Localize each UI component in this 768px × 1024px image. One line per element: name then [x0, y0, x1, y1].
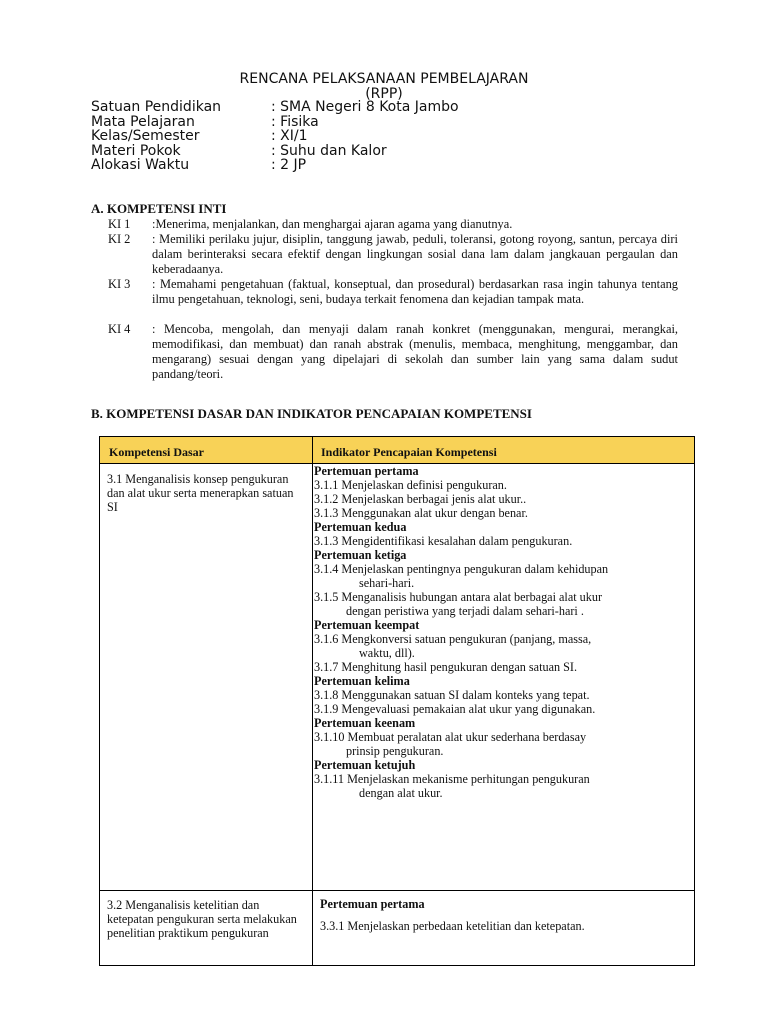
- indicator-line: 3.1.11 Menjelaskan mekanisme perhitungan pengukuran: [314, 772, 590, 786]
- kd-cell: 3.1 Menganalisis konsep pengukuran dan alat ukur serta menerapkan satuan SI: [99, 463, 313, 891]
- meeting-label: Pertemuan ketujuh: [314, 758, 416, 772]
- table-header-indicator: Indikator Pencapaian Kompetensi: [312, 436, 695, 464]
- table-header-kd: Kompetensi Dasar: [99, 436, 313, 464]
- meeting-label: Pertemuan keenam: [314, 716, 416, 730]
- identity-value: : Fisika: [271, 113, 319, 130]
- indicator-cell: [312, 890, 695, 966]
- identity-label: Alokasi Waktu: [91, 157, 190, 173]
- ki-code: KI 2: [108, 232, 131, 246]
- document-subtitle: (RPP): [365, 86, 403, 102]
- identity-label: Satuan Pendidikan: [91, 99, 222, 115]
- ki-item: [108, 232, 678, 277]
- identity-label: Kelas/Semester: [91, 128, 200, 144]
- ki-item: [108, 217, 678, 232]
- ki-text: : Memiliki perilaku jujur, disiplin, tanggung jawab, peduli, toleransi, gotong royong, santun, percaya diri dalam berinteraksi secara efektif dengan lingkungan sosial dana lam dalam jangkauan pergaulan dan keberadaanya.: [152, 232, 678, 276]
- ki-item: [108, 322, 678, 382]
- ki-text: :Menerima, menjalankan, dan menghargai ajaran agama yang dianutnya.: [152, 217, 513, 231]
- meeting-label: Pertemuan kelima: [314, 674, 410, 688]
- meeting-label: Pertemuan pertama: [320, 897, 425, 911]
- indicator-line: 3.1.1 Menjelaskan definisi pengukuran.: [314, 478, 507, 492]
- identity-value: : SMA Negeri 8 Kota Jambo: [271, 99, 459, 115]
- ki-item: [108, 277, 678, 307]
- indicator-line: 3.1.3 Menggunakan alat ukur dengan benar.: [314, 506, 528, 520]
- indicator-line: 3.1.2 Menjelaskan berbagai jenis alat ukur..: [314, 492, 527, 506]
- indicator-line: 3.1.10 Membuat peralatan alat ukur sederhana berdasay: [314, 730, 587, 744]
- indicator-line: 3.1.8 Menggunakan satuan SI dalam konteks yang tepat.: [314, 688, 590, 702]
- indicator-line: 3.1.9 Mengevaluasi pemakaian alat ukur yang digunakan.: [314, 702, 596, 716]
- document-title: RENCANA PELAKSANAAN PEMBELAJARAN: [239, 71, 529, 87]
- ki-code: KI 1: [108, 217, 131, 231]
- ki-code: KI 3: [108, 277, 131, 291]
- ki-text: : Mencoba, mengolah, dan menyaji dalam ranah konkret (menggunakan, mengurai, merangkai, memodifikasi, dan membuat) dan ranah abstrak (menulis, membaca, menghitung, menggambar, dan mengarang) sesuai dengan yang dipelajari di sekolah dan sumber lain yang sama dalam sudut pandang/teori.: [152, 322, 678, 381]
- identity-value: : Suhu dan Kalor: [271, 142, 387, 159]
- kd-cell: 3.2 Menganalisis ketelitian dan ketepatan pengukuran serta melakukan penelitian praktikum pengukuran: [99, 890, 313, 966]
- identity-label: Materi Pokok: [91, 142, 181, 159]
- indicator-line: 3.1.4 Menjelaskan pentingnya pengukuran dalam kehidupan: [314, 562, 609, 576]
- indicator-line: dengan peristiwa yang terjadi dalam sehari-hari .: [346, 604, 584, 618]
- ki-text: : Memahami pengetahuan (faktual, konseptual, dan prosedural) berdasarkan rasa ingin tahunya tentang ilmu pengetahuan, teknologi, seni, budaya terkait fenomena dan kejadian tampak mata.: [152, 277, 678, 306]
- indicator-line: 3.3.1 Menjelaskan perbedaan ketelitian dan ketepatan.: [320, 919, 585, 933]
- meeting-label: Pertemuan pertama: [314, 464, 419, 478]
- section-b-heading: B. KOMPETENSI DASAR DAN INDIKATOR PENCAPAIAN KOMPETENSI: [91, 406, 532, 421]
- identity-label: Mata Pelajaran: [91, 113, 195, 130]
- indicator-cell: [312, 463, 695, 891]
- identity-value: : 2 JP: [271, 157, 307, 173]
- identity-value: : XI/1: [271, 128, 308, 144]
- indicator-line: sehari-hari.: [359, 576, 415, 590]
- indicator-line: dengan alat ukur.: [359, 786, 443, 800]
- indicator-line: 3.1.3 Mengidentifikasi kesalahan dalam pengukuran.: [314, 534, 573, 548]
- competency-table: [99, 436, 695, 966]
- ki-code: KI 4: [108, 322, 131, 336]
- indicator-line: 3.1.5 Menganalisis hubungan antara alat berbagai alat ukur: [314, 590, 603, 604]
- indicator-line: prinsip pengukuran.: [346, 744, 444, 758]
- indicator-line: waktu, dll).: [359, 646, 415, 660]
- meeting-label: Pertemuan keempat: [314, 618, 420, 632]
- indicator-line: 3.1.7 Menghitung hasil pengukuran dengan satuan SI.: [314, 660, 578, 674]
- section-a-heading: A. KOMPETENSI INTI: [91, 201, 227, 216]
- meeting-label: Pertemuan ketiga: [314, 548, 407, 562]
- indicator-line: 3.1.6 Mengkonversi satuan pengukuran (panjang, massa,: [314, 632, 592, 646]
- meeting-label: Pertemuan kedua: [314, 520, 407, 534]
